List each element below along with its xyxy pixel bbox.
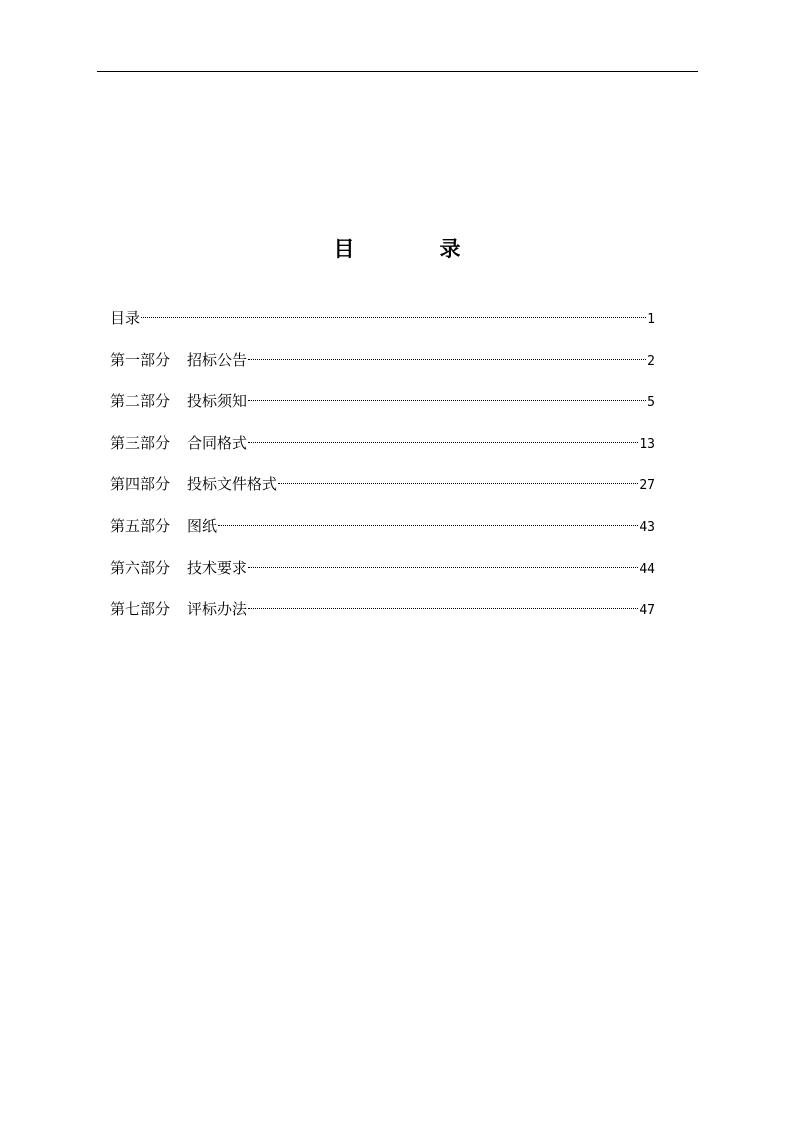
toc-part-number: 第六部分 [110,558,171,577]
toc-part-number: 第一部分 [110,350,171,369]
toc-entry[interactable] [110,554,655,596]
toc-title: 目 录 [333,236,493,261]
toc-part-number: 第三部分 [110,433,171,452]
toc-dot-leader [248,442,638,443]
toc-entry[interactable] [110,304,655,346]
toc-entry[interactable] [110,512,655,554]
toc-entry-label: 评标办法 [187,600,248,619]
toc-part-number: 第五部分 [110,516,171,535]
toc-page-number: 44 [639,561,655,577]
toc-entry-label: 技术要求 [187,558,248,577]
toc-entry[interactable] [110,387,655,429]
table-of-contents [110,304,655,637]
toc-page-number: 43 [639,519,655,535]
header-rule [97,71,698,72]
toc-dot-leader [141,317,646,318]
toc-entry[interactable] [110,346,655,388]
toc-dot-leader [248,400,646,401]
toc-part-number: 第七部分 [110,600,171,619]
toc-entry-label: 投标须知 [187,392,248,411]
toc-entry[interactable] [110,429,655,471]
toc-entry-label: 目录 [110,309,141,327]
toc-dot-leader [218,525,638,526]
toc-page-number: 13 [639,436,655,452]
toc-part-number: 第四部分 [110,475,171,494]
toc-entry-label: 图纸 [187,516,218,535]
toc-dot-leader [248,608,638,609]
toc-page-number: 27 [639,478,655,494]
toc-entry-label: 合同格式 [187,433,248,452]
toc-entry-label: 招标公告 [187,350,248,369]
toc-dot-leader [248,359,646,360]
toc-page-number: 5 [647,395,655,411]
toc-page-number: 2 [647,353,655,369]
toc-page-number: 47 [639,603,655,619]
toc-part-number: 第二部分 [110,392,171,411]
toc-entry-label: 投标文件格式 [187,475,278,494]
toc-page-number: 1 [647,312,655,327]
toc-dot-leader [278,483,638,484]
toc-entry[interactable] [110,470,655,512]
toc-dot-leader [248,567,638,568]
toc-entry[interactable] [110,595,655,637]
